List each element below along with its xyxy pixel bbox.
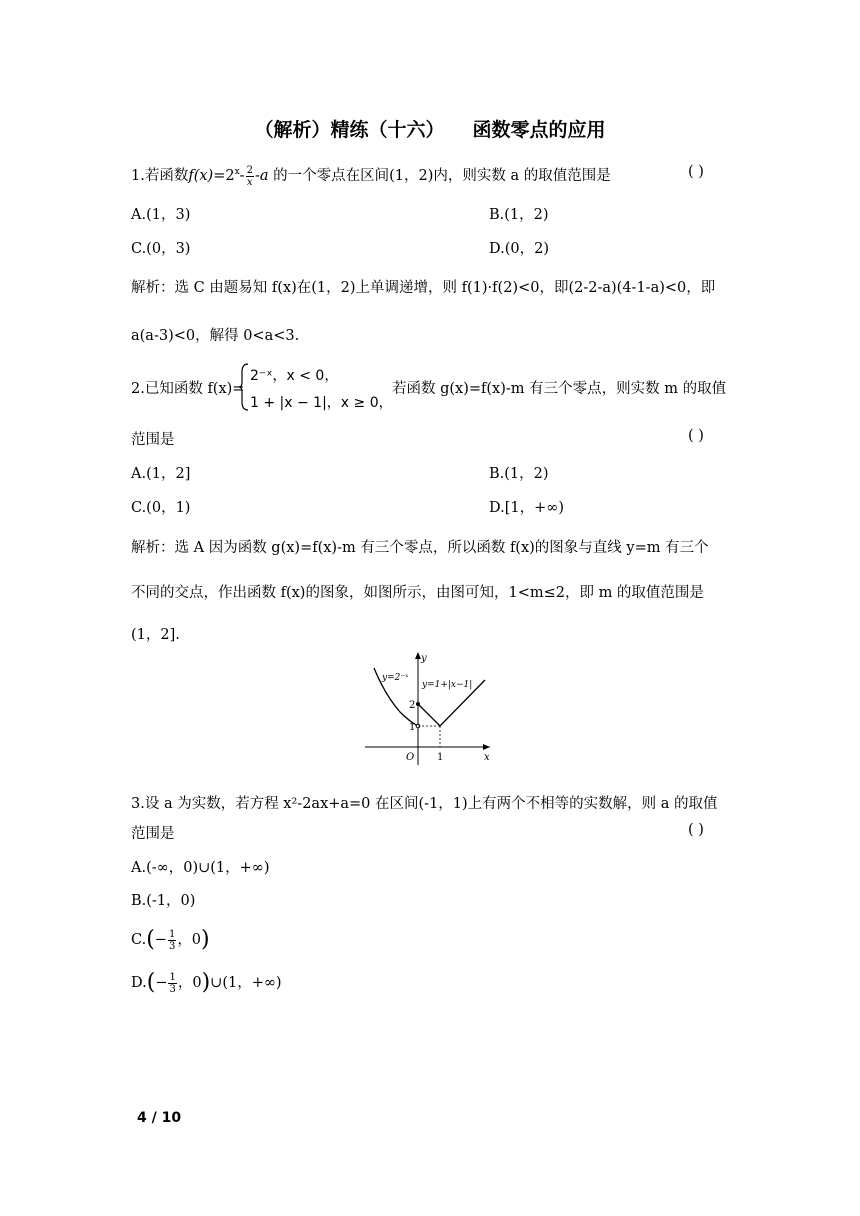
q1-stem: [131, 164, 611, 188]
page-number: 4 / 10: [137, 1110, 182, 1126]
label-x-axis: x: [484, 752, 490, 763]
q3-c-frac-den: 3: [168, 940, 176, 952]
q3-option-c-prefix: C.: [131, 932, 147, 948]
q3-option-a: A.(-∞，0)∪(1，+∞): [131, 860, 270, 876]
q2-case2: 1 + |x − 1|，x ≥ 0，: [250, 395, 393, 411]
q3-option-d-fraction: [168, 972, 176, 995]
label-exp: y=2⁻ˣ: [382, 673, 409, 683]
q3-option-c-fraction: [168, 929, 176, 952]
q2-option-c: C.(0，1): [131, 500, 191, 516]
q1-stem-end: 的一个零点在区间(1，2)内，则实数 a 的取值范围是: [268, 168, 611, 184]
tick-x-1: 1: [437, 752, 444, 763]
q3-d-frac-den: 3: [169, 983, 176, 995]
q3-option-c: C.(− $\frac{1}{3}$ ，0): [131, 927, 210, 952]
q2-stem-start: 2.已知函数 f(x)=: [131, 381, 245, 397]
x-axis-arrow: [483, 744, 490, 750]
page-title: [0, 115, 860, 142]
q1-after-frac: -a: [254, 168, 269, 184]
q1-stem-start: 1.若函数: [131, 168, 189, 184]
q3-d-frac-num: 1: [169, 971, 176, 983]
q3-option-d-prefix: D.: [131, 975, 147, 991]
label-origin: O: [406, 752, 415, 763]
label-y-axis: y: [421, 653, 427, 664]
q2-analysis-line1: 解析：选 A 因为函数 g(x)=f(x)-m 有三个零点，所以函数 f(x)的图象与直线 y=m 有三个: [131, 540, 709, 556]
q1-eq: =2: [213, 168, 235, 184]
q1-option-a: A.(1，3): [131, 207, 191, 223]
q2-option-b: B.(1，2): [489, 466, 549, 482]
q2-analysis-line3: (1，2].: [131, 627, 180, 643]
q1-analysis-line1: 解析：选 C 由题易知 f(x)在(1，2)上单调递增，则 f(1)·f(2)<0，即(2-2-a)(4-1-a)<0，即: [131, 280, 716, 296]
q2-case1: 2⁻ˣ，x < 0，: [250, 368, 339, 384]
q1-fx: f(x): [188, 168, 214, 184]
q1-minus: -: [239, 168, 245, 184]
q3-option-b: B.(-1，0): [131, 893, 196, 909]
q1-fraction: [246, 165, 254, 188]
q3-option-d-tail: ，0: [177, 975, 202, 991]
q1-answer-paren: ( ): [688, 164, 704, 180]
tick-y-1: 1: [409, 722, 416, 733]
q2-option-d: D.[1，+∞): [489, 500, 564, 516]
q1-analysis-line2: a(a-3)<0，解得 0<a<3.: [131, 328, 300, 344]
q3-option-d-minus: −: [155, 975, 168, 991]
q2-stem-end: 范围是: [131, 432, 175, 448]
q2-function-graph: [360, 650, 495, 770]
q1-sup: x: [234, 167, 240, 178]
q3-option-c-tail: ，0: [177, 932, 202, 948]
q3-option-d-union: ∪(1，+∞): [210, 975, 282, 991]
q3-stem-line2: 范围是: [131, 826, 175, 842]
q3-option-c-minus: −: [154, 932, 167, 948]
q3-option-d: D.(− $\frac{1}{3}$ ，0)∪(1，+∞): [131, 970, 282, 995]
q1-frac-den: x: [246, 176, 253, 188]
q2-analysis-line2: 不同的交点，作出函数 f(x)的图象，如图所示，由图可知，1<m≤2，即 m 的取值范围是: [131, 585, 704, 601]
q2-answer-paren: ( ): [688, 428, 704, 444]
tick-y-2: 2: [409, 700, 416, 711]
q2-left-brace: [238, 362, 250, 412]
closed-point-0-2: [416, 702, 420, 706]
q1-option-c: C.(0，3): [131, 241, 191, 257]
label-abs: y=1+|x−1|: [422, 680, 473, 690]
q3-c-frac-num: 1: [168, 928, 176, 940]
q1-frac-num: 2: [246, 164, 253, 176]
title-part2: 函数零点的应用: [472, 119, 606, 141]
title-part1: （解析）精练（十六）: [254, 119, 445, 141]
q2-option-a: A.(1，2]: [131, 466, 191, 482]
q1-option-b: B.(1，2): [489, 207, 549, 223]
q3-answer-paren: ( ): [688, 822, 704, 838]
q3-stem-line1: 3.设 a 为实数，若方程 x²-2ax+a=0 在区间(-1，1)上有两个不相等的实数解，则 a 的取值: [131, 796, 718, 812]
q2-stem-mid: 若函数 g(x)=f(x)-m 有三个零点，则实数 m 的取值: [392, 381, 727, 397]
q1-option-d: D.(0，2): [489, 241, 549, 257]
